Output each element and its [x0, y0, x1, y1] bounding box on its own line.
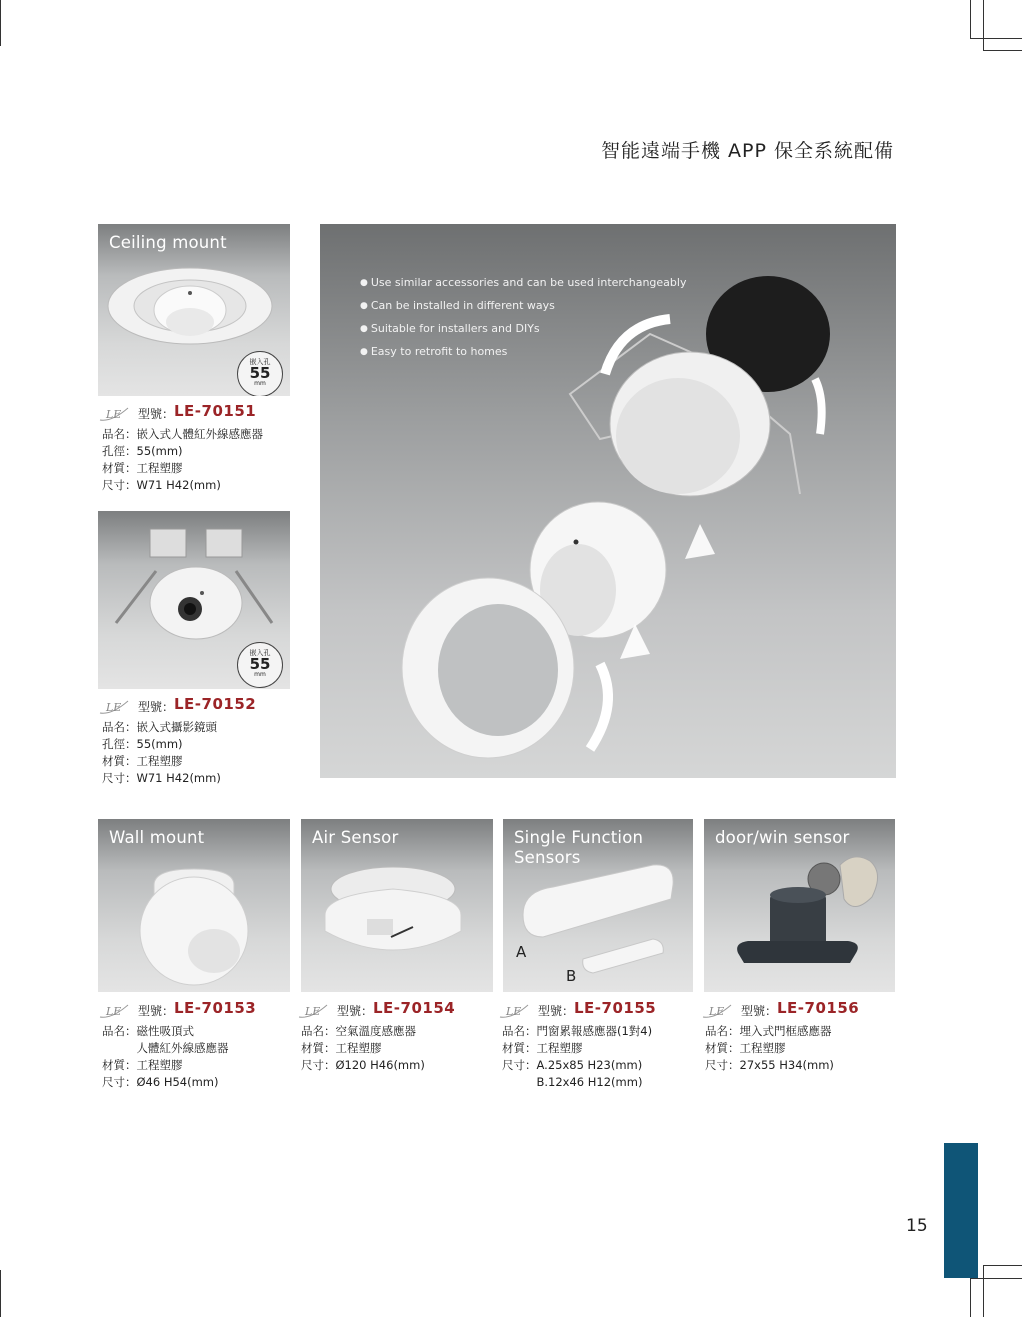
spec-line: 尺寸：W71 H42(mm): [102, 478, 221, 492]
category-label: Air Sensor: [312, 828, 399, 847]
spec-line: 尺寸：27x55 H34(mm): [705, 1058, 834, 1072]
le-logo-icon: [98, 697, 130, 717]
model-row: [502, 1001, 702, 1023]
marker-a: A: [516, 943, 527, 961]
spec-line: 孔徑：55(mm): [102, 737, 183, 751]
product-image-le-70156: [704, 819, 895, 992]
spec-line: 品名：嵌入式人體紅外線感應器: [102, 427, 263, 441]
hole-size-badge: 嵌入孔 55 mm: [237, 642, 283, 688]
model-label: 型號：: [538, 1004, 575, 1018]
le-logo-icon: [498, 1001, 530, 1021]
spec-line: 材質：工程塑膠: [705, 1041, 786, 1055]
hero-exploded-view: [320, 224, 896, 778]
product-image-le-70155: [503, 819, 693, 992]
crop-mark: [970, 38, 1022, 39]
model-row: [301, 1001, 501, 1023]
model-row: [102, 697, 302, 719]
product-spec-le-70154: [301, 1001, 501, 1074]
model-row: [705, 1001, 905, 1023]
model-number: LE-70154: [373, 999, 456, 1017]
category-label: Wall mount: [109, 828, 205, 847]
crop-mark: [970, 1278, 1022, 1279]
model-row: [102, 1001, 302, 1023]
crop-mark: [970, 0, 971, 38]
spec-line: 品名：埋入式門框感應器: [705, 1024, 832, 1038]
product-spec-le-70156: [705, 1001, 905, 1074]
air-sensor-illustration: [301, 819, 493, 992]
product-spec-le-70151: [102, 404, 302, 494]
crop-mark: [0, 0, 1, 46]
spec-line: 材質：工程塑膠: [102, 754, 183, 768]
le-logo-icon: [701, 1001, 733, 1021]
feature-item: ● Can be installed in different ways: [360, 295, 686, 318]
model-row: [102, 404, 302, 426]
hole-size-badge: 嵌入孔 55 mm: [237, 351, 283, 396]
model-number: LE-70156: [777, 999, 860, 1017]
exploded-assembly-illustration: [320, 224, 896, 778]
model-label: 型號：: [138, 1004, 175, 1018]
product-image-le-70154: [301, 819, 493, 992]
svg-text:LE: LE: [506, 1005, 522, 1018]
crop-mark: [983, 1265, 1022, 1266]
feature-item: ● Suitable for installers and DIYs: [360, 318, 686, 341]
le-logo-icon: [98, 1001, 130, 1021]
spec-line: 品名：門窗累報感應器(1對4): [502, 1024, 653, 1038]
feature-item: ● Use similar accessories and can be used interchangeably: [360, 272, 686, 295]
product-image-le-70151: [98, 224, 290, 396]
svg-text:LE: LE: [305, 1005, 321, 1018]
svg-text:LE: LE: [106, 701, 122, 714]
spec-line: 材質：工程塑膠: [102, 1058, 183, 1072]
spec-line: 材質：工程塑膠: [301, 1041, 382, 1055]
product-image-le-70152: [98, 511, 290, 689]
page-number: 15: [906, 1216, 928, 1236]
model-label: 型號：: [138, 700, 175, 714]
spec-line: 材質：工程塑膠: [102, 461, 183, 475]
spec-line: B.12x46 H12(mm): [502, 1075, 643, 1089]
spec-line: 尺寸：Ø46 H54(mm): [102, 1075, 219, 1089]
page-title: 智能遠端手機 APP 保全系統配備: [601, 140, 894, 162]
model-label: 型號：: [337, 1004, 374, 1018]
model-number: LE-70153: [174, 999, 257, 1017]
crop-mark: [0, 1270, 1, 1317]
model-number: LE-70151: [174, 402, 257, 420]
product-spec-le-70153: [102, 1001, 302, 1091]
spec-line: 材質：工程塑膠: [502, 1041, 583, 1055]
category-label: Single Function Sensors: [514, 828, 644, 867]
spec-line: 品名：空氣溫度感應器: [301, 1024, 416, 1038]
page-edge-tab: [944, 1143, 978, 1278]
spec-line: 尺寸：W71 H42(mm): [102, 771, 221, 785]
product-spec-le-70152: [102, 697, 302, 787]
crop-mark: [983, 0, 984, 50]
spec-line: 尺寸：A.25x85 H23(mm): [502, 1058, 643, 1072]
crop-mark: [983, 1265, 984, 1317]
model-label: 型號：: [741, 1004, 778, 1018]
svg-text:LE: LE: [106, 1005, 122, 1018]
category-label: door/win sensor: [715, 828, 850, 847]
crop-mark: [970, 1278, 971, 1317]
spec-line: 品名：磁性吸頂式: [102, 1024, 194, 1038]
le-logo-icon: [297, 1001, 329, 1021]
model-number: LE-70152: [174, 695, 257, 713]
product-image-le-70153: [98, 819, 290, 992]
svg-text:LE: LE: [709, 1005, 725, 1018]
svg-text:LE: LE: [106, 408, 122, 421]
model-number: LE-70155: [574, 999, 657, 1017]
feature-item: ● Easy to retrofit to homes: [360, 341, 686, 364]
product-spec-le-70155: [502, 1001, 702, 1091]
category-label: Ceiling mount: [109, 233, 227, 252]
embedded-door-sensor-illustration: [704, 819, 895, 992]
door-sensor-illustration: [503, 819, 693, 992]
spec-line: 孔徑：55(mm): [102, 444, 183, 458]
wall-sensor-illustration: [98, 819, 290, 992]
model-label: 型號：: [138, 407, 175, 421]
spec-line: 尺寸：Ø120 H46(mm): [301, 1058, 425, 1072]
crop-mark: [983, 50, 1022, 51]
le-logo-icon: [98, 404, 130, 424]
marker-b: B: [566, 967, 577, 985]
spec-line: 人體紅外線感應器: [102, 1041, 229, 1055]
spec-line: 品名：嵌入式攝影鏡頭: [102, 720, 217, 734]
